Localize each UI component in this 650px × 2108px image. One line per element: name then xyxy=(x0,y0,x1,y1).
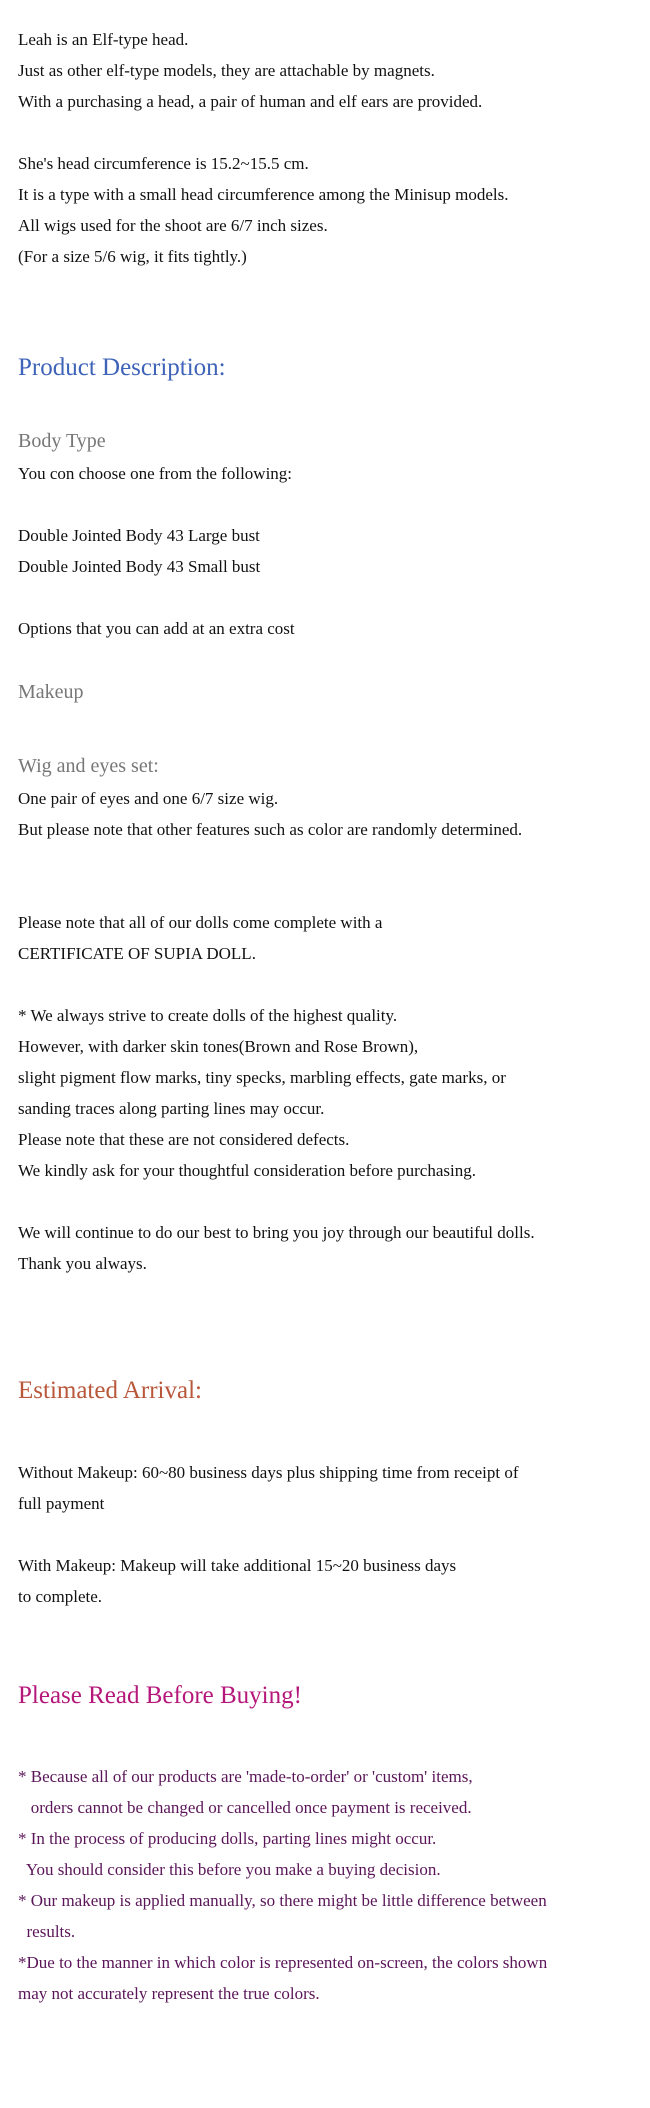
quality-note-line: sanding traces along parting lines may occur. xyxy=(18,1099,325,1118)
without-makeup-line: full payment xyxy=(18,1494,105,1513)
quality-note-line: Please note that these are not considered defects. xyxy=(18,1130,350,1149)
quality-note-line: We kindly ask for your thoughtful consideration before purchasing. xyxy=(18,1161,476,1180)
notice-line: * Our makeup is applied manually, so there might be little difference between xyxy=(18,1891,547,1910)
wig-eyes-line: But please note that other features such as color are randomly determined. xyxy=(18,820,523,839)
notice-line: orders cannot be changed or cancelled once payment is received. xyxy=(18,1798,472,1817)
notice-line: results. xyxy=(18,1922,76,1941)
notice-line: * In the process of producing dolls, parting lines might occur. xyxy=(18,1829,437,1848)
quality-note-line: slight pigment flow marks, tiny specks, marbling effects, gate marks, or xyxy=(18,1068,506,1087)
with-makeup-line: to complete. xyxy=(18,1587,103,1606)
extra-cost-note: Options that you can add at an extra cost xyxy=(18,619,295,638)
body-type-option: Double Jointed Body 43 Large bust xyxy=(18,526,260,545)
intro-line: She's head circumference is 15.2~15.5 cm. xyxy=(18,154,309,173)
notice-line: * Because all of our products are 'made-to-order' or 'custom' items, xyxy=(18,1767,473,1786)
body-type-heading: Body Type xyxy=(18,430,106,452)
intro-line: Just as other elf-type models, they are attachable by magnets. xyxy=(18,61,435,80)
notice-line: You should consider this before you make a buying decision. xyxy=(18,1860,441,1879)
certificate-line: Please note that all of our dolls come complete with a xyxy=(18,913,383,932)
body-type-intro: You con choose one from the following: xyxy=(18,464,293,483)
notice-line: may not accurately represent the true colors. xyxy=(18,1984,320,2003)
intro-line: Leah is an Elf-type head. xyxy=(18,30,189,49)
intro-line: All wigs used for the shoot are 6/7 inch sizes. xyxy=(18,216,328,235)
closing-line: We will continue to do our best to bring you joy through our beautiful dolls. xyxy=(18,1223,535,1242)
please-read-heading: Please Read Before Buying! xyxy=(18,1682,302,1709)
intro-line: (For a size 5/6 wig, it fits tightly.) xyxy=(18,247,247,266)
intro-line: With a purchasing a head, a pair of human and elf ears are provided. xyxy=(18,92,483,111)
closing-line: Thank you always. xyxy=(18,1254,147,1273)
makeup-heading: Makeup xyxy=(18,681,84,703)
with-makeup-line: With Makeup: Makeup will take additional 15~20 business days xyxy=(18,1556,457,1575)
product-description-heading: Product Description: xyxy=(18,354,226,381)
without-makeup-line: Without Makeup: 60~80 business days plus shipping time from receipt of xyxy=(18,1463,519,1482)
estimated-arrival-heading: Estimated Arrival: xyxy=(18,1377,202,1404)
quality-note-line: * We always strive to create dolls of the highest quality. xyxy=(18,1006,398,1025)
notice-line: *Due to the manner in which color is represented on-screen, the colors shown xyxy=(18,1953,548,1972)
quality-note-line: However, with darker skin tones(Brown and Rose Brown), xyxy=(18,1037,419,1056)
intro-line: It is a type with a small head circumference among the Minisup models. xyxy=(18,185,509,204)
certificate-line: CERTIFICATE OF SUPIA DOLL. xyxy=(18,944,256,963)
body-type-option: Double Jointed Body 43 Small bust xyxy=(18,557,261,576)
wig-eyes-line: One pair of eyes and one 6/7 size wig. xyxy=(18,789,279,808)
wig-eyes-heading: Wig and eyes set: xyxy=(18,755,159,777)
